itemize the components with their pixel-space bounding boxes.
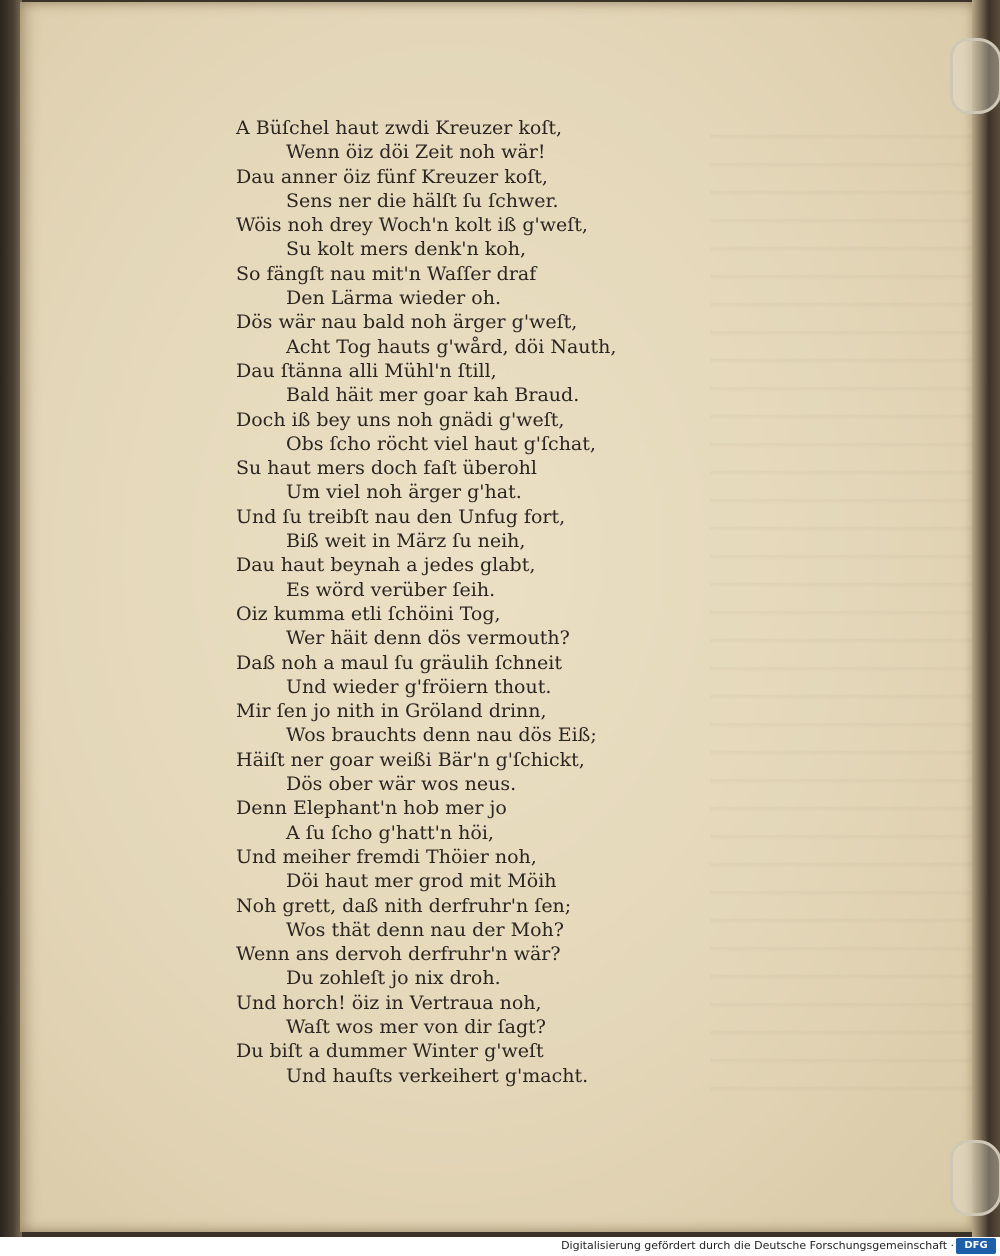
poem-line: Su haut mers doch faſt überohl — [236, 457, 537, 480]
poem-text — [236, 116, 696, 1088]
show-through-text — [710, 112, 980, 1112]
poem-line: Wenn öiz döi Zeit noh wär! — [286, 141, 546, 164]
poem-line: Waſt wos mer von dir ſagt? — [286, 1015, 546, 1038]
poem-line: Dös wär nau bald noh ärger g'weſt, — [236, 311, 578, 334]
poem-line: Dau haut beynah a jedes glabt, — [236, 554, 536, 577]
poem-line: Obs ſcho röcht viel haut g'ſchat, — [286, 432, 596, 455]
poem-line: A ſu ſcho g'hatt'n höi, — [286, 821, 494, 844]
footer-credit: Digitalisierung gefördert durch die Deutsche Forschungsgemeinschaft · — [561, 1239, 954, 1252]
poem-line: Du zohleſt jo nix droh. — [286, 967, 501, 990]
poem-line: Döi haut mer grod mit Möih — [286, 870, 557, 893]
poem-line: Denn Elephant'n hob mer jo — [236, 797, 507, 820]
poem-line: Bald häit mer goar kah Braud. — [286, 384, 580, 407]
poem-line: Su kolt mers denk'n koh, — [286, 238, 527, 261]
poem-line: Daß noh a maul ſu gräulih ſchneit — [236, 651, 562, 674]
poem-line: Wenn ans dervoh derfruhr'n wär? — [236, 943, 561, 966]
poem-line: Biß weit in März ſu neih, — [286, 530, 526, 553]
footer-bar — [0, 1237, 1000, 1256]
poem-line: Wöis noh drey Woch'n kolt iß g'weſt, — [236, 214, 588, 237]
poem-line: Mir ſen jo nith in Gröland drinn, — [236, 700, 547, 723]
poem-line: Und meiher fremdi Thöier noh, — [236, 845, 537, 868]
dfg-logo: DFG — [956, 1238, 996, 1254]
poem-line: Dau anner öiz fünf Kreuzer koſt, — [236, 165, 548, 188]
poem-line: Noh grett, daß nith derfruhr'n ſen; — [236, 894, 572, 917]
poem-line: Und hauſts verkeihert g'macht. — [286, 1064, 589, 1087]
page-clip-top — [950, 38, 1000, 114]
poem-line: Doch iß bey uns noh gnädi g'weſt, — [236, 408, 565, 431]
poem-line: Acht Tog hauts g'wård, döi Nauth, — [286, 335, 617, 358]
poem-line: Und wieder g'fröiern thout. — [286, 675, 552, 698]
poem-line: Wos brauchts denn nau dös Eiß; — [286, 724, 597, 747]
poem-line: Sens ner die hälſt ſu ſchwer. — [286, 189, 559, 212]
poem-line: Wos thät denn nau der Moh? — [286, 918, 564, 941]
poem-line: Und horch! öiz in Vertraua noh, — [236, 991, 542, 1014]
poem-line: Häiſt ner goar weißi Bär'n g'ſchickt, — [236, 748, 585, 771]
poem-line: Wer häit denn dös vermouth? — [286, 627, 570, 650]
page-clip-bottom — [950, 1140, 1000, 1216]
poem-line: Es wörd verüber ſeih. — [286, 578, 496, 601]
poem-line: Und ſu treibſt nau den Unfug fort, — [236, 505, 566, 528]
poem-line: A Büſchel haut zwdi Kreuzer koſt, — [236, 117, 563, 139]
poem-line: Dös ober wär wos neus. — [286, 773, 517, 796]
poem-line: Den Lärma wieder oh. — [286, 287, 501, 310]
poem-line: Oiz kumma etli ſchöini Tog, — [236, 602, 501, 625]
poem-line: Um viel noh ärger g'hat. — [286, 481, 522, 504]
poem-line: Dau ſtänna alli Mühl'n ſtill, — [236, 359, 497, 382]
poem-line: So fängſt nau mit'n Waſſer draf — [236, 262, 537, 285]
poem-line: Du biſt a dummer Winter g'weſt — [236, 1040, 544, 1063]
book-spine-edge — [0, 0, 22, 1237]
page-edge-right — [972, 0, 1000, 1237]
